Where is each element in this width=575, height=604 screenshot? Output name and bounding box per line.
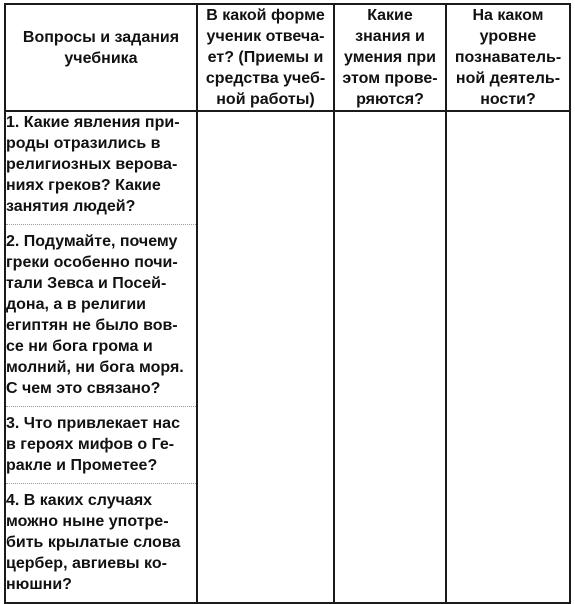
- analysis-table: [4, 3, 571, 604]
- question-1: 1. Какие явления при- роды отразились в религиозных верова- ниях греков? Какие занятия людей?: [6, 112, 196, 225]
- answer-form-cell: [197, 111, 334, 603]
- skills-checked-cell: [334, 111, 446, 603]
- cognitive-level-cell: [446, 111, 570, 603]
- question-2: 2. Подумайте, почему греки особенно почи- тали Зевса и Посей- дона, а в религии египтян не было вов- се ни бога грома и молний, ни бога моря. С чем это связано?: [6, 231, 196, 407]
- header-row: [5, 4, 570, 111]
- question-4: 4. В каких случаях можно ныне употре- бить крылатые слова цербер, авгиевы ко- нюшни?: [6, 492, 181, 593]
- header-answer-form: В какой форме ученик отвеча- ет? (Приемы и средства учеб- ной работы): [197, 4, 334, 111]
- header-questions: Вопросы и задания учебника: [5, 4, 197, 111]
- body-row: [5, 111, 570, 603]
- header-skills-checked: Какие знания и умения при этом прове- ряются?: [334, 4, 446, 111]
- worksheet: [4, 3, 569, 593]
- header-cognitive-level: На каком уровне познаватель- ной деятель- ности?: [446, 4, 570, 111]
- question-3: 3. Что привлекает нас в героях мифов о Ге- ракле и Прометее?: [6, 413, 196, 484]
- questions-cell: [5, 111, 197, 603]
